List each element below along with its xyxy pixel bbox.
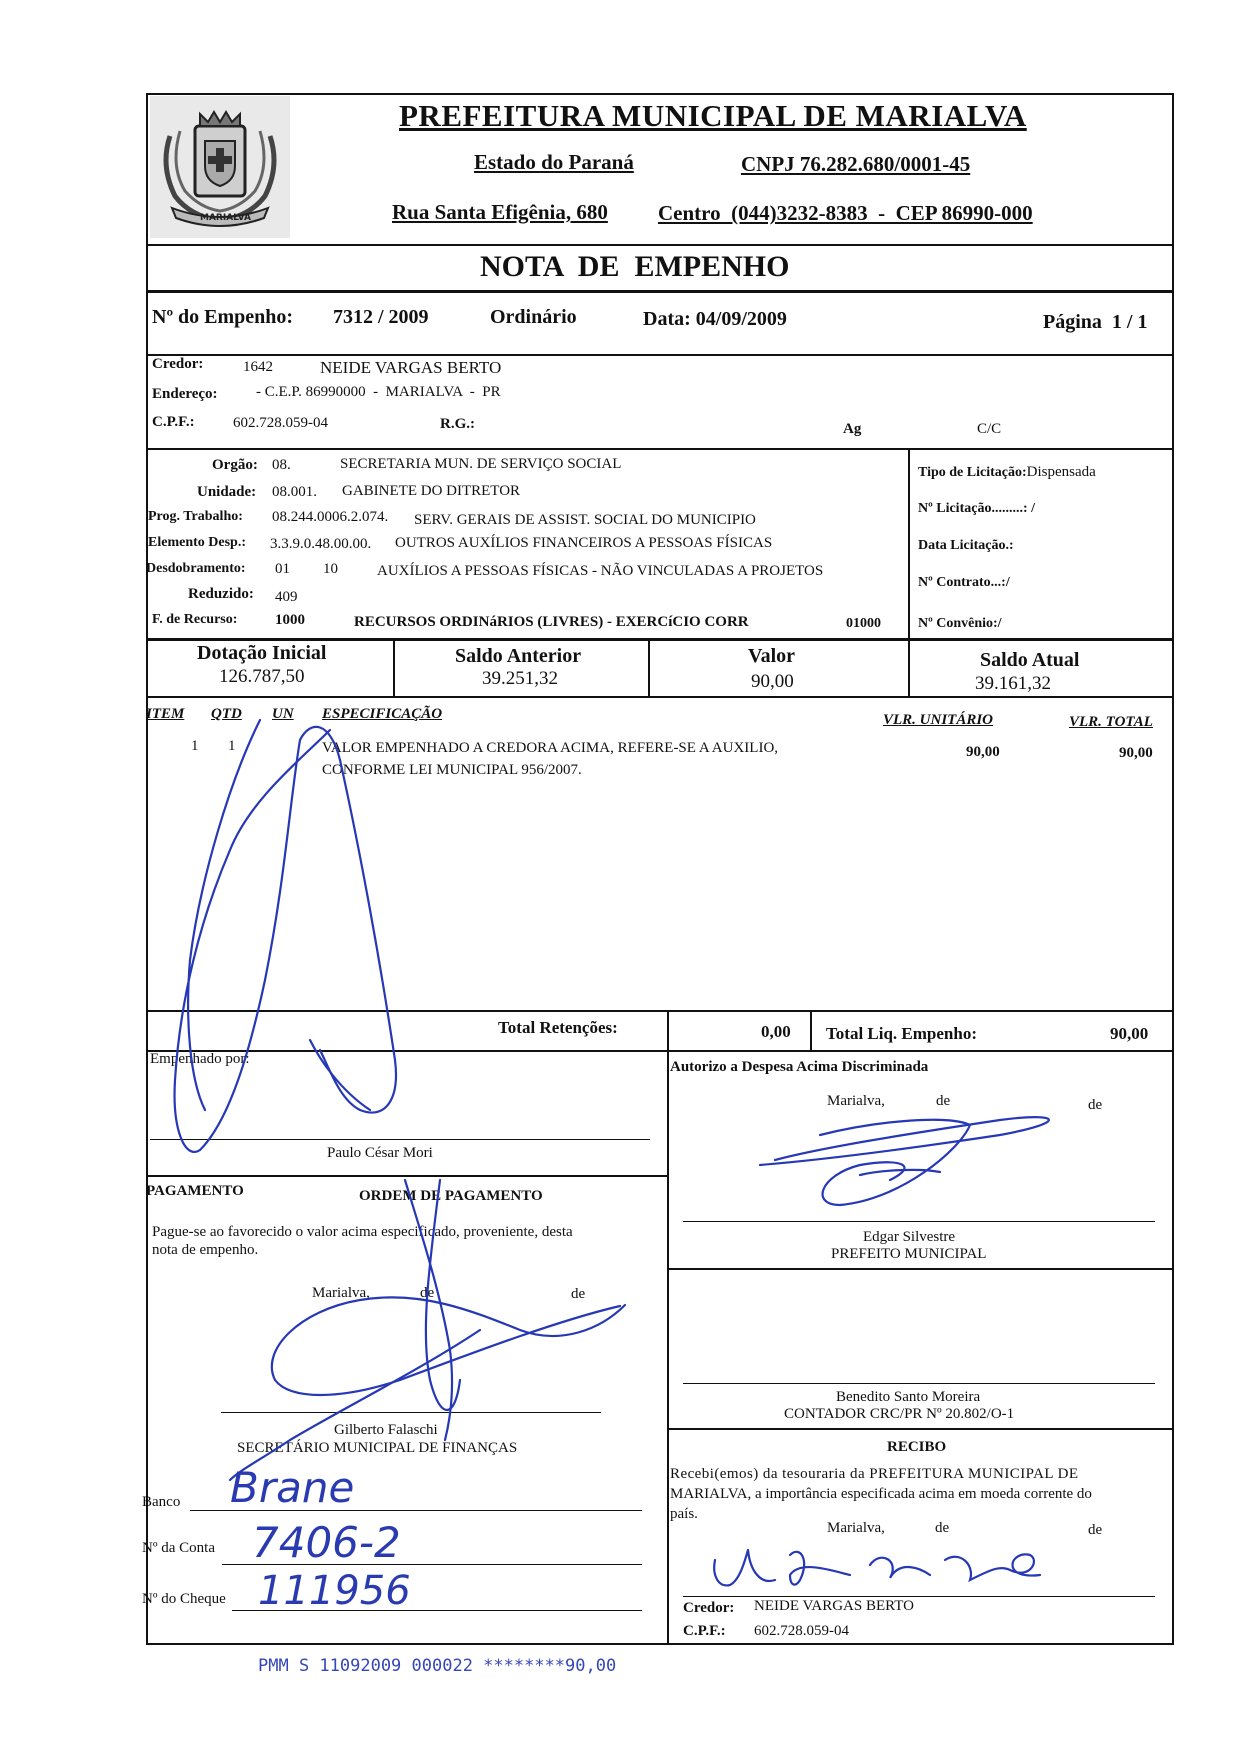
desdobramento-code2: 10 <box>323 561 338 577</box>
prog-name: SERV. GERAIS DE ASSIST. SOCIAL DO MUNICIPIO <box>414 512 756 528</box>
secretario-role: SECRETÁRIO MUNICIPAL DE FINANÇAS <box>237 1440 518 1456</box>
recibo-de2: de <box>1088 1522 1103 1538</box>
pagamento-label: PAGAMENTO <box>146 1183 244 1199</box>
credor-code: 1642 <box>243 359 273 375</box>
orgao-code: 08. <box>272 457 291 473</box>
elemento-label: Elemento Desp.: <box>148 535 246 550</box>
prog-code: 08.244.0006.2.074. <box>272 509 389 525</box>
recibo-text-line1: Recebi(emos) da tesouraria da PREFEITURA MUNICIPAL DE <box>670 1466 1079 1482</box>
autorizo-city: Marialva, <box>827 1093 885 1109</box>
recibo-credor-label: Credor: <box>683 1600 735 1616</box>
pagamento-city: Marialva, <box>312 1285 370 1301</box>
elemento-name: OUTROS AUXÍLIOS FINANCEIROS A PESSOAS FÍSICAS <box>395 535 773 551</box>
orgao-label: Orgão: <box>212 457 258 473</box>
cpf-label: C.P.F.: <box>152 414 195 430</box>
saldo-atual-label: Saldo Atual <box>980 649 1080 671</box>
desdobramento-name: AUXÍLIOS A PESSOAS FÍSICAS - NÃO VINCULADAS A PROJETOS <box>377 563 824 579</box>
saldo-anterior-label: Saldo Anterior <box>455 645 582 667</box>
item-spec-line2: CONFORME LEI MUNICIPAL 956/2007. <box>322 762 582 778</box>
divider <box>146 244 1174 246</box>
empenho-type: Ordinário <box>490 306 577 328</box>
credor-address: - C.E.P. 86990000 - MARIALVA - PR <box>256 384 501 400</box>
divider <box>146 448 1174 450</box>
licitacao-type-caption: Tipo de Licitação: <box>918 465 1027 480</box>
cnpj: CNPJ 76.282.680/0001-45 <box>741 152 971 176</box>
autorizo-label: Autorizo a Despesa Acima Discriminada <box>670 1059 929 1075</box>
licitacao-type-label <box>918 464 1096 481</box>
reduzido-code: 409 <box>275 589 298 605</box>
divider <box>667 1050 669 1645</box>
conta-value: 7406-2 <box>252 1518 401 1567</box>
prefeito-role: PREFEITO MUNICIPAL <box>831 1246 987 1262</box>
conta-label: Nº da Conta <box>142 1540 215 1556</box>
empenhado-por-name: Paulo César Mori <box>327 1145 433 1161</box>
empenhado-por-label: Empenhado por: <box>150 1051 250 1067</box>
licitacao-date: Data Licitação.: <box>918 538 1014 553</box>
cc-label: C/C <box>977 421 1002 437</box>
col-header-spec: ESPECIFICAÇÃO <box>322 706 443 722</box>
divider <box>146 354 1174 356</box>
empenho-label: Nº do Empenho: <box>152 306 294 328</box>
empenho-date: Data: 04/09/2009 <box>643 308 787 330</box>
fonte-code2: 01000 <box>846 616 881 631</box>
col-header-item: ITEM <box>146 706 185 722</box>
doc-title: NOTA DE EMPENHO <box>480 250 790 283</box>
licitacao-type-value: Dispensada <box>1026 464 1096 480</box>
address-label: Endereço: <box>152 386 218 402</box>
contrato-number: Nº Contrato...:/ <box>918 575 1010 590</box>
recibo-credor-name: NEIDE VARGAS BERTO <box>754 1598 914 1614</box>
liq-empenho-value: 90,00 <box>1110 1024 1149 1043</box>
pagamento-de1: de <box>420 1285 435 1301</box>
desdobramento-label: Desdobramento: <box>146 561 246 576</box>
page-number: Página 1 / 1 <box>1043 311 1148 333</box>
elemento-code: 3.3.9.0.48.00.00. <box>270 536 372 552</box>
col-header-total-price: VLR. TOTAL <box>1069 714 1153 730</box>
col-header-unit-price: VLR. UNITÁRIO <box>883 712 994 728</box>
autorizo-de1: de <box>936 1093 951 1109</box>
saldo-anterior-value: 39.251,32 <box>482 668 558 689</box>
divider <box>810 1010 812 1050</box>
state-name: Estado do Paraná <box>474 150 634 174</box>
item-qty: 1 <box>228 738 236 754</box>
fonte-label: F. de Recurso: <box>152 612 238 627</box>
orgao-name: SECRETARIA MUN. DE SERVIÇO SOCIAL <box>340 456 622 472</box>
divider <box>667 1268 1174 1270</box>
licitacao-number: Nº Licitação.........: / <box>918 501 1035 516</box>
reduzido-label: Reduzido: <box>188 586 254 602</box>
item-unit-price: 90,00 <box>966 744 1000 760</box>
divider <box>146 1175 667 1177</box>
recibo-cpf: 602.728.059-04 <box>754 1623 849 1639</box>
credor-cpf: 602.728.059-04 <box>233 415 328 431</box>
col-header-qtd: QTD <box>211 706 242 722</box>
divider <box>908 448 910 638</box>
item-total-price: 90,00 <box>1119 745 1153 761</box>
divider <box>667 1010 669 1050</box>
cheque-value: 111956 <box>258 1568 411 1614</box>
dotacao-label: Dotação Inicial <box>197 642 327 664</box>
prog-label: Prog. Trabalho: <box>148 509 243 524</box>
coat-of-arms-logo <box>150 96 290 238</box>
retencoes-value: 0,00 <box>761 1022 791 1041</box>
dotacao-value: 126.787,50 <box>219 666 305 687</box>
divider <box>146 1010 1174 1012</box>
valor-value: 90,00 <box>751 671 794 692</box>
autorizo-de2: de <box>1088 1097 1103 1113</box>
divider <box>908 638 910 696</box>
divider <box>146 290 1174 293</box>
divider <box>648 638 650 696</box>
desdobramento-code1: 01 <box>275 561 290 577</box>
recibo-cpf-label: C.P.F.: <box>683 1623 726 1639</box>
payment-stamp: PMM S 11092009 000022 ********90,00 <box>258 1656 617 1676</box>
recibo-title: RECIBO <box>887 1439 947 1455</box>
recibo-text-line2: MARIALVA, a importância especificada acima em moeda corrente do <box>670 1486 1092 1502</box>
ordem-pagamento-label: ORDEM DE PAGAMENTO <box>359 1188 543 1204</box>
fonte-name: RECURSOS ORDINáRIOS (LIVRES) - EXERCíCIO CORR <box>354 614 749 630</box>
divider <box>146 696 1174 698</box>
divider <box>146 1050 1174 1052</box>
logo-text: MARIALVA <box>200 213 251 223</box>
page-title: PREFEITURA MUNICIPAL DE MARIALVA <box>399 98 1027 133</box>
signature-line <box>221 1412 601 1413</box>
banco-label: Banco <box>142 1494 181 1510</box>
cheque-label: Nº do Cheque <box>142 1591 226 1607</box>
contador-name: Benedito Santo Moreira <box>836 1389 981 1405</box>
divider <box>146 638 1174 641</box>
address-street: Rua Santa Efigênia, 680 <box>392 200 608 224</box>
unidade-code: 08.001. <box>272 484 317 500</box>
address-rest: Centro (044)3232-8383 - CEP 86990-000 <box>658 201 1033 225</box>
saldo-atual-value: 39.161,32 <box>975 673 1051 694</box>
empenho-number: 7312 / 2009 <box>333 306 429 328</box>
pagamento-text-line1: Pague-se ao favorecido o valor acima especificado, proveniente, desta <box>152 1224 573 1240</box>
signature-line <box>683 1383 1155 1384</box>
credor-label: Credor: <box>152 356 204 372</box>
recibo-city: Marialva, <box>827 1520 885 1536</box>
retencoes-label: Total Retenções: <box>498 1018 618 1037</box>
col-header-un: UN <box>272 706 294 722</box>
contador-role: CONTADOR CRC/PR Nº 20.802/O-1 <box>784 1406 1015 1422</box>
prefeito-name: Edgar Silvestre <box>863 1229 956 1245</box>
item-spec-line1: VALOR EMPENHADO A CREDORA ACIMA, REFERE-SE A AUXILIO, <box>322 740 779 756</box>
divider <box>393 638 395 696</box>
banco-value: Brane <box>230 1463 355 1512</box>
recibo-text-line3: país. <box>670 1506 698 1522</box>
credor-name: NEIDE VARGAS BERTO <box>320 358 502 377</box>
unidade-label: Unidade: <box>197 484 257 500</box>
signature-line <box>683 1596 1155 1597</box>
secretario-name: Gilberto Falaschi <box>334 1422 438 1438</box>
pagamento-de2: de <box>571 1286 586 1302</box>
valor-label: Valor <box>748 645 796 667</box>
rg-label: R.G.: <box>440 416 475 432</box>
item-number: 1 <box>191 738 199 754</box>
fonte-code: 1000 <box>275 612 305 628</box>
liq-empenho-label: Total Liq. Empenho: <box>826 1024 977 1043</box>
divider <box>667 1428 1174 1430</box>
recibo-de1: de <box>935 1520 950 1536</box>
unidade-name: GABINETE DO DITRETOR <box>342 483 521 499</box>
ag-label: Ag <box>843 421 862 437</box>
convenio-number: Nº Convênio:/ <box>918 616 1002 631</box>
signature-line <box>683 1221 1155 1222</box>
signature-line <box>150 1139 650 1140</box>
pagamento-text-line2: nota de empenho. <box>152 1242 259 1258</box>
